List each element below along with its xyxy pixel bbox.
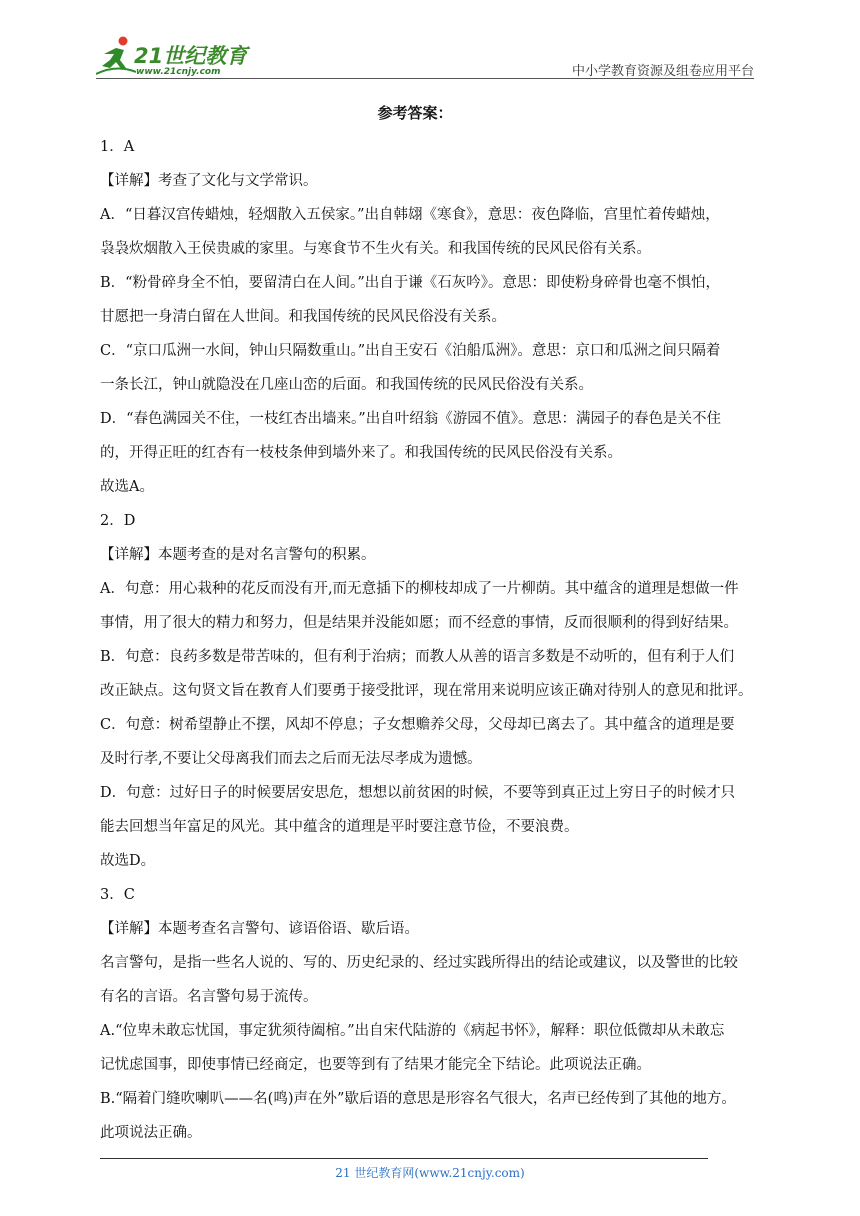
- text-line: 此项说法正确。: [100, 1125, 202, 1141]
- text-line: C．“京口瓜洲一水间，钟山只隔数重山。”出自王安石《泊船瓜洲》。意思：京口和瓜洲之间只隔着: [100, 343, 721, 359]
- text-line: 故选A。: [100, 479, 154, 495]
- text-line: A．句意：用心栽种的花反而没有开,而无意插下的柳枝却成了一片柳荫。其中蕴含的道理是想做一件: [100, 581, 739, 597]
- text-line: D．“春色满园关不住，一枝红杏出墙来。”出自叶绍翁《游园不值》。意思：满园子的春色是关不住: [100, 411, 721, 427]
- text-line: 1．A: [100, 139, 135, 155]
- text-line: 袅袅炊烟散入王侯贵戚的家里。与寒食节不生火有关。和我国传统的民风民俗有关系。: [100, 241, 651, 257]
- text-line: 及时行孝,不要让父母离我们而去之后而无法尽孝成为遗憾。: [100, 751, 482, 767]
- page-header: [96, 30, 754, 80]
- text-line: 甘愿把一身清白留在人世间。和我国传统的民风民俗没有关系。: [100, 309, 506, 325]
- text-line: B．句意：良药多数是带苦味的，但有利于治病；而教人从善的语言多数是不动听的，但有利于人们: [100, 649, 735, 665]
- answer-content: [100, 96, 760, 1150]
- answer-lines: [100, 130, 760, 1150]
- page-title: 参考答案：: [377, 104, 453, 122]
- text-line: D．句意：过好日子的时候要居安思危，想想以前贫困的时候，不要等到真正过上穷日子的时候才只: [100, 785, 736, 801]
- site-logo: [96, 34, 266, 78]
- text-line: 有名的言语。名言警句易于流传。: [100, 989, 318, 1005]
- text-line: A．“日暮汉宫传蜡烛，轻烟散入五侯家。”出自韩翃《寒食》，意思：夜色降临，宫里忙着传蜡烛，: [100, 207, 720, 223]
- footer-divider: [100, 1158, 708, 1159]
- text-line: 3．C: [100, 887, 135, 903]
- text-line: 故选D。: [100, 853, 156, 869]
- runner-icon: [96, 34, 136, 78]
- text-line: 【详解】考查了文化与文学常识。: [100, 173, 318, 189]
- page-footer[interactable]: 21 世纪教育网(www.21cnjy.com): [335, 1166, 525, 1180]
- text-line: 2．D: [100, 513, 136, 529]
- text-line: 的，开得正旺的红杏有一枝枝条伸到墙外来了。和我国传统的民风民俗没有关系。: [100, 445, 622, 461]
- text-line: B.“隔着门缝吹喇叭——名(鸣)声在外”歇后语的意思是形容名气很大，名声已经传到了其他的地方。: [100, 1091, 736, 1107]
- text-line: A.“位卑未敢忘忧国，事定犹须待阖棺。”出自宋代陆游的《病起书怀》，解释：职位低微却从未敢忘: [100, 1023, 725, 1039]
- logo-text: 21世纪教育: [134, 44, 248, 68]
- text-line: 记忧虑国事，即使事情已经商定，也要等到有了结果才能完全下结论。此项说法正确。: [100, 1057, 651, 1073]
- platform-name: 中小学教育资源及组卷应用平台: [571, 64, 754, 79]
- logo-url: www.21cnjy.com: [136, 67, 221, 77]
- text-line: 一条长江，钟山就隐没在几座山峦的后面。和我国传统的民风民俗没有关系。: [100, 377, 593, 393]
- text-line: 改正缺点。这句贤文旨在教育人们要勇于接受批评，现在常用来说明应该正确对待别人的意见和批评。: [100, 683, 753, 699]
- text-line: 【详解】本题考查的是对名言警句的积累。: [100, 547, 376, 563]
- text-line: 能去回想当年富足的风光。其中蕴含的道理是平时要注意节俭，不要浪费。: [100, 819, 579, 835]
- text-line: 【详解】本题考查名言警句、谚语俗语、歇后语。: [100, 921, 419, 937]
- text-line: 事情，用了很大的精力和努力，但是结果并没能如愿；而不经意的事情，反而很顺利的得到好结果。: [100, 615, 738, 631]
- header-divider: [96, 78, 754, 79]
- text-line: B．“粉骨碎身全不怕，要留清白在人间。”出自于谦《石灰吟》。意思：即使粉身碎骨也毫不惧怕，: [100, 275, 720, 291]
- text-line: 名言警句，是指一些名人说的、写的、历史纪录的、经过实践所得出的结论或建议，以及警世的比较: [100, 955, 738, 971]
- text-line: C．句意：树希望静止不摆，风却不停息；子女想赡养父母，父母却已离去了。其中蕴含的道理是要: [100, 717, 735, 733]
